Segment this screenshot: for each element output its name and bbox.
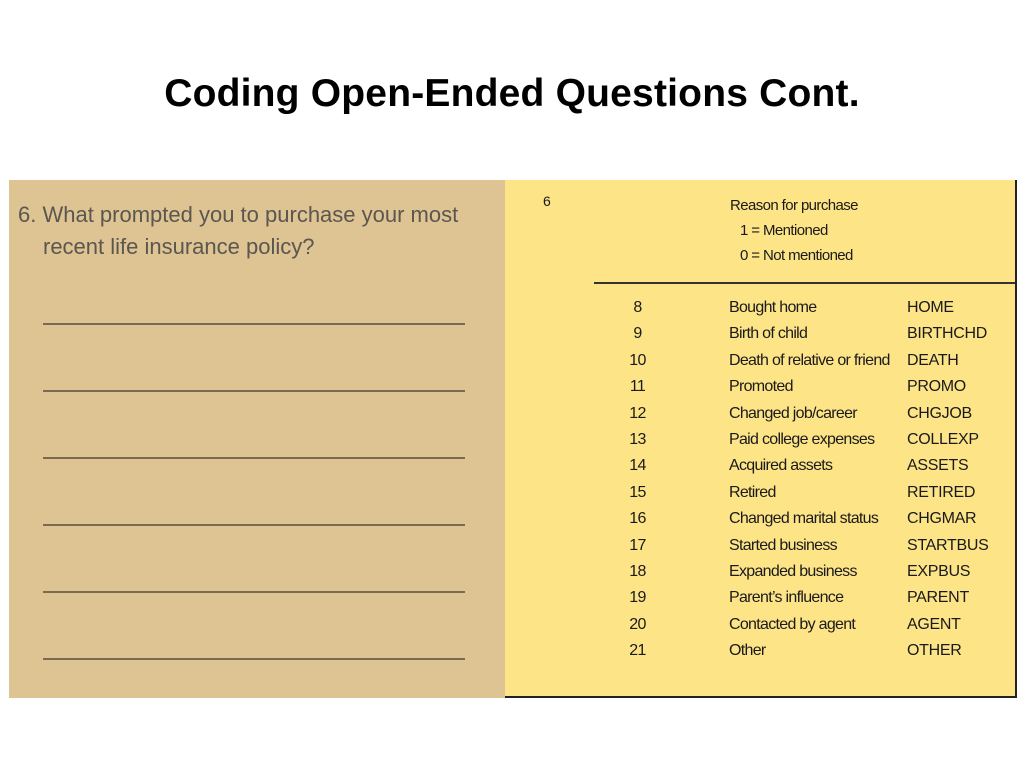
codebook-header-label: Reason for purchase — [730, 197, 858, 214]
codebook-row-number: 20 — [629, 615, 646, 633]
codebook-row-number: 17 — [629, 536, 646, 554]
codebook-code-mentioned: 1 = Mentioned — [740, 222, 828, 239]
codebook-question-number: 6 — [543, 193, 551, 209]
codebook-row-variable: DEATH — [907, 351, 959, 369]
codebook-row-variable: EXPBUS — [907, 563, 971, 580]
answer-blank-line[interactable] — [43, 524, 465, 526]
codebook-header — [730, 193, 858, 268]
codebook-row — [505, 401, 1015, 427]
codebook-row — [505, 612, 1015, 638]
codebook-row-number: 15 — [629, 483, 646, 501]
codebook-row-reason: Bought home — [729, 299, 817, 316]
codebook-row — [505, 348, 1015, 374]
codebook-row-reason: Parent’s influence — [729, 589, 844, 607]
codebook-row-reason: Changed job/career — [729, 404, 857, 422]
questionnaire-panel — [9, 180, 505, 698]
answer-blank-line[interactable] — [43, 457, 465, 459]
codebook-row-number: 12 — [629, 404, 646, 422]
codebook-row-reason: Started business — [729, 536, 837, 554]
question-text — [18, 199, 505, 263]
codebook-row — [505, 559, 1015, 585]
codebook-row-number: 8 — [633, 299, 642, 316]
codebook-row-reason: Expanded business — [729, 563, 857, 580]
codebook-row-reason: Death of relative or friend — [729, 351, 890, 369]
codebook-row — [505, 295, 1015, 321]
question-line-1: 6. What prompted you to purchase your most — [18, 202, 459, 227]
codebook-row-reason: Birth of child — [729, 325, 808, 343]
answer-blank-line[interactable] — [43, 658, 465, 660]
codebook-row — [505, 321, 1015, 347]
codebook-row-variable: STARTBUS — [907, 536, 989, 554]
codebook-row-number: 11 — [629, 378, 646, 396]
codebook-row-number: 13 — [629, 431, 646, 448]
codebook-row-variable: CHGJOB — [907, 404, 972, 422]
codebook-row-number: 14 — [629, 457, 646, 475]
codebook-row — [505, 638, 1015, 664]
codebook-row-number: 10 — [629, 351, 646, 369]
codebook-row-reason: Paid college expenses — [729, 431, 875, 448]
codebook-row-variable: RETIRED — [907, 483, 976, 501]
codebook-row — [505, 585, 1015, 611]
codebook-row — [505, 480, 1015, 506]
codebook-row — [505, 533, 1015, 559]
codebook-row-reason: Acquired assets — [729, 457, 833, 475]
answer-blank-line[interactable] — [43, 323, 465, 325]
codebook-row-variable: AGENT — [907, 615, 961, 633]
codebook-row-variable: OTHER — [907, 642, 962, 660]
codebook-row-variable: CHGMAR — [907, 510, 977, 528]
codebook-row-variable: BIRTHCHD — [907, 325, 987, 343]
question-line-2: recent life insurance policy? — [43, 234, 315, 259]
codebook-code-not-mentioned: 0 = Not mentioned — [740, 247, 853, 264]
codebook-row-number: 16 — [629, 510, 646, 528]
codebook-row — [505, 453, 1015, 479]
codebook-row-reason: Other — [729, 642, 766, 660]
codebook-row — [505, 374, 1015, 400]
codebook-row-variable: PROMO — [907, 378, 966, 396]
codebook-row-variable: HOME — [907, 299, 954, 316]
codebook-row-reason: Contacted by agent — [729, 615, 856, 633]
codebook-row-variable: COLLEXP — [907, 431, 979, 448]
codebook-row-number: 18 — [629, 563, 646, 580]
codebook-row-number: 19 — [629, 589, 646, 607]
codebook-row — [505, 506, 1015, 532]
codebook-row — [505, 427, 1015, 453]
answer-blank-line[interactable] — [43, 390, 465, 392]
codebook-row-number: 9 — [633, 325, 642, 343]
codebook-panel — [505, 180, 1017, 698]
slide-title: Coding Open-Ended Questions Cont. — [164, 72, 860, 115]
codebook-row-number: 21 — [629, 642, 646, 660]
codebook-row-reason: Promoted — [729, 378, 793, 396]
codebook-divider — [594, 282, 1015, 284]
answer-blank-line[interactable] — [43, 591, 465, 593]
codebook-row-reason: Retired — [729, 483, 776, 501]
codebook-row-reason: Changed marital status — [729, 510, 879, 528]
codebook-row-variable: ASSETS — [907, 457, 969, 475]
codebook-row-variable: PARENT — [907, 589, 969, 607]
